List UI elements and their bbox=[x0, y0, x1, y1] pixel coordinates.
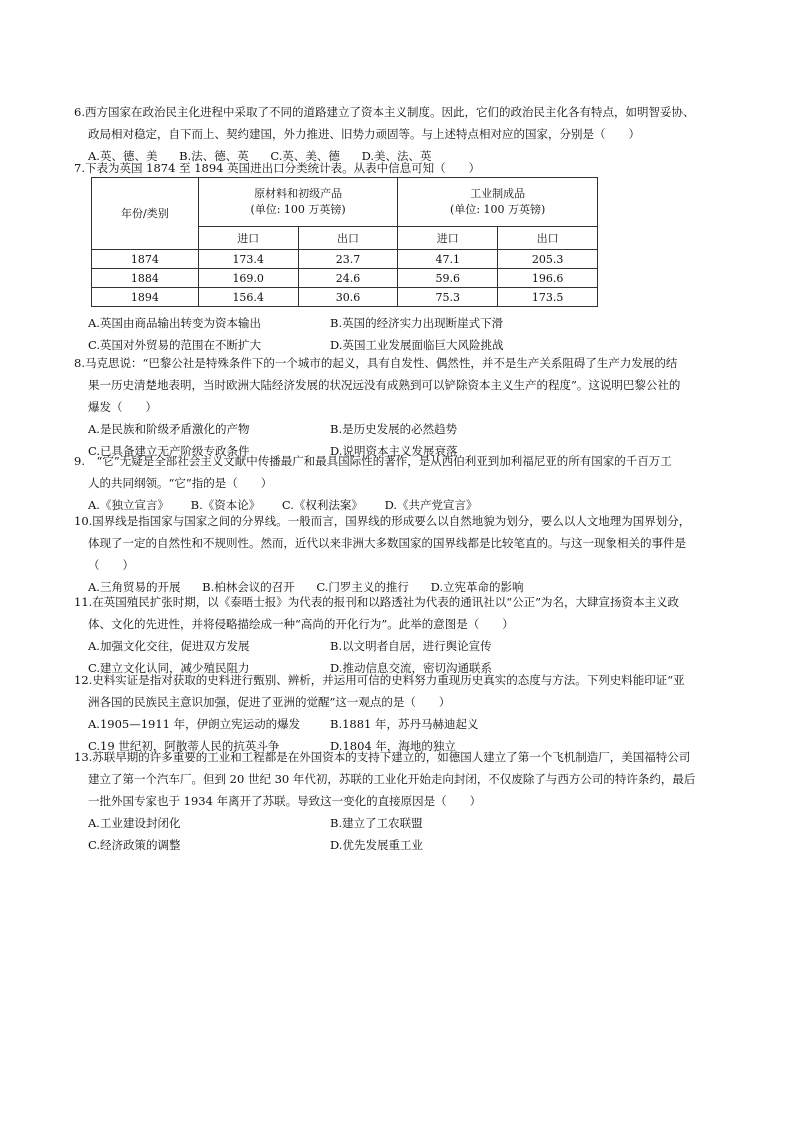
q8-stem-line3: 爆发（ ） bbox=[88, 400, 157, 414]
table-group-manufactured bbox=[398, 178, 598, 227]
year-cell: 1874 bbox=[92, 250, 199, 269]
q12-option-a[interactable]: A.1905—1911 年，伊朗立宪运动的爆发 bbox=[88, 717, 301, 731]
q10-option-d[interactable]: D.立宪革命的影响 bbox=[430, 580, 524, 594]
q8-option-d[interactable]: D.说明资本主义发展衰落 bbox=[330, 444, 458, 458]
q9-stem-line2: 人的共同纲领。“它”指的是（ ） bbox=[88, 476, 273, 490]
q8-option-a[interactable]: A.是民族和阶级矛盾激化的产物 bbox=[88, 422, 250, 436]
question-10 bbox=[74, 510, 724, 598]
question-7 bbox=[74, 157, 724, 179]
question-7-options bbox=[74, 312, 724, 356]
value-cell: 173.5 bbox=[498, 288, 598, 307]
question-9 bbox=[74, 450, 724, 516]
q12-option-d[interactable]: D.1804 年，海地的独立 bbox=[330, 739, 456, 753]
q9-option-c[interactable]: C.《权利法案》 bbox=[281, 498, 363, 512]
value-cell: 24.6 bbox=[298, 269, 398, 288]
q8-option-c[interactable]: C.已具备建立无产阶级专政条件 bbox=[88, 444, 250, 458]
q12-option-b[interactable]: B.1881 年，苏丹马赫迪起义 bbox=[330, 717, 479, 731]
value-cell: 47.1 bbox=[398, 250, 498, 269]
group2-unit: (单位: 100 万英镑) bbox=[450, 203, 546, 216]
year-cell: 1884 bbox=[92, 269, 199, 288]
q6-option-b[interactable]: B.法、德、英 bbox=[179, 149, 249, 163]
q12-stem-line2: 洲各国的民族民主意识加强，促进了亚洲的觉醒”这一观点的是（ ） bbox=[88, 695, 451, 709]
q10-option-c[interactable]: C.门罗主义的推行 bbox=[316, 580, 409, 594]
q6-option-a[interactable]: A.英、德、美 bbox=[88, 149, 158, 163]
q13-option-c[interactable]: C.经济政策的调整 bbox=[88, 838, 181, 852]
q13-stem-line2: 建立了第一个汽车厂。但到 20 世纪 30 年代初，苏联的工业化开始走向封闭，不仅废除了与西方公司的特许条约，最后 bbox=[88, 772, 696, 786]
q8-option-b[interactable]: B.是历史发展的必然趋势 bbox=[330, 422, 458, 436]
q6-stem-line2: 政局相对稳定，自下而上、契约建国，外力推进、旧势力顽固等。与上述特点相对应的国家，分别是（ ） bbox=[88, 127, 640, 141]
q11-stem-line2: 体、文化的先进性，并将侵略描绘成一种“高尚的开化行为”。此举的意图是（ ） bbox=[88, 617, 514, 631]
question-8 bbox=[74, 352, 724, 462]
q7-option-b[interactable]: B.英国的经济实力出现断崖式下滑 bbox=[330, 316, 504, 330]
q13-stem-line3: 一批外国专家也于 1934 年离开了苏联。导致这一变化的直接原因是（ ） bbox=[88, 794, 482, 808]
q6-option-c[interactable]: C.英、美、德 bbox=[270, 149, 340, 163]
q10-option-b[interactable]: B.柏林会议的召开 bbox=[202, 580, 295, 594]
question-12 bbox=[74, 669, 724, 757]
q11-stem-line1: 11.在英国殖民扩张时期，以《泰晤士报》为代表的报刊和以路透社为代表的通讯社以“公正”为名，大肆宣扬资本主义政 bbox=[74, 595, 680, 609]
value-cell: 169.0 bbox=[198, 269, 298, 288]
question-11 bbox=[74, 591, 724, 679]
q13-option-d[interactable]: D.优先发展重工业 bbox=[330, 838, 423, 852]
table-row bbox=[92, 288, 598, 307]
q10-stem-line3: （ ） bbox=[88, 558, 134, 572]
q6-option-d[interactable]: D.美、法、英 bbox=[361, 149, 432, 163]
q7-option-a[interactable]: A.英国由商品输出转变为资本输出 bbox=[88, 316, 261, 330]
table-corner-header: 年份/类别 bbox=[92, 178, 199, 250]
value-cell: 205.3 bbox=[498, 250, 598, 269]
group2-title: 工业制成品 bbox=[470, 187, 526, 200]
q12-stem-line1: 12.史料实证是指对获取的史料进行甄别、辨析，并运用可信的史料努力重现历史真实的态度与方法。下列史料能印证“亚 bbox=[74, 673, 685, 687]
value-cell: 196.6 bbox=[498, 269, 598, 288]
q10-stem-line2: 体现了一定的自然性和不规则性。然而，近代以来非洲大多数国家的国界线都是比较笔直的。与这一现象相关的事件是 bbox=[88, 536, 686, 550]
value-cell: 173.4 bbox=[198, 250, 298, 269]
q13-options bbox=[74, 812, 724, 856]
q8-stem-line1: 8.马克思说：“巴黎公社是特殊条件下的一个城市的起义，具有自发性、偶然性，并不是生产关系阻碍了生产力发展的结 bbox=[74, 356, 678, 370]
q7-option-c[interactable]: C.英国对外贸易的范围在不断扩大 bbox=[88, 338, 262, 352]
value-cell: 30.6 bbox=[298, 288, 398, 307]
q13-option-a[interactable]: A.工业建设封闭化 bbox=[88, 816, 181, 830]
q9-stem-line1: 9. “它”无疑是全部社会主义文献中传播最广和最具国际性的著作，是从西伯利亚到加利福尼亚的所有国家的千百万工 bbox=[74, 454, 672, 468]
table-group-raw-materials bbox=[198, 178, 398, 227]
subheader-import: 进口 bbox=[198, 227, 298, 250]
q9-option-a[interactable]: A.《独立宣言》 bbox=[88, 498, 169, 512]
q10-option-a[interactable]: A.三角贸易的开展 bbox=[88, 580, 181, 594]
subheader-export: 出口 bbox=[298, 227, 398, 250]
q11-option-a[interactable]: A.加强文化交往，促进双方发展 bbox=[88, 639, 250, 653]
subheader-export: 出口 bbox=[498, 227, 598, 250]
q9-option-b[interactable]: B.《资本论》 bbox=[190, 498, 261, 512]
value-cell: 75.3 bbox=[398, 288, 498, 307]
q13-stem-line1: 13.苏联早期的许多重要的工业和工程都是在外国资本的支持下建立的，如德国人建立了第一个飞机制造厂，美国福特公司 bbox=[74, 750, 691, 764]
question-13 bbox=[74, 746, 724, 856]
q7-options bbox=[74, 312, 724, 356]
q7-option-d[interactable]: D.英国工业发展面临巨大风险挑战 bbox=[330, 338, 504, 352]
q13-option-b[interactable]: B.建立了工农联盟 bbox=[330, 816, 423, 830]
year-cell: 1894 bbox=[92, 288, 199, 307]
trade-statistics-table bbox=[91, 177, 598, 307]
q9-option-d[interactable]: D.《共产党宣言》 bbox=[384, 498, 478, 512]
value-cell: 59.6 bbox=[398, 269, 498, 288]
q6-stem-line1: 6.西方国家在政治民主化进程中采取了不同的道路建立了资本主义制度。因此，它们的政治民主化各有特点，如明智妥协、 bbox=[74, 105, 695, 119]
q10-stem-line1: 10.国界线是指国家与国家之间的分界线。一般而言，国界线的形成要么以自然地貌为划分，要么以人文地理为国界划分， bbox=[74, 514, 691, 528]
q11-option-b[interactable]: B.以文明者自居，进行舆论宣传 bbox=[330, 639, 492, 653]
q7-stem: 7.下表为英国 1874 至 1894 英国进出口分类统计表。从表中信息可知（ ） bbox=[74, 161, 481, 175]
value-cell: 23.7 bbox=[298, 250, 398, 269]
q12-option-c[interactable]: C.19 世纪初，阿散蒂人民的抗英斗争 bbox=[88, 739, 280, 753]
group1-unit: (单位: 100 万英镑) bbox=[250, 203, 346, 216]
q11-option-d[interactable]: D.推动信息交流，密切沟通联系 bbox=[330, 661, 492, 675]
table-row bbox=[92, 269, 598, 288]
subheader-import: 进口 bbox=[398, 227, 498, 250]
q11-option-c[interactable]: C.建立文化认同，减少殖民阻力 bbox=[88, 661, 250, 675]
value-cell: 156.4 bbox=[198, 288, 298, 307]
table-row bbox=[92, 250, 598, 269]
group1-title: 原材料和初级产品 bbox=[254, 187, 343, 200]
q8-stem-line2: 果一历史清楚地表明，当时欧洲大陆经济发展的状况远没有成熟到可以铲除资本主义生产的程度”。这说明巴黎公社的 bbox=[88, 378, 681, 392]
